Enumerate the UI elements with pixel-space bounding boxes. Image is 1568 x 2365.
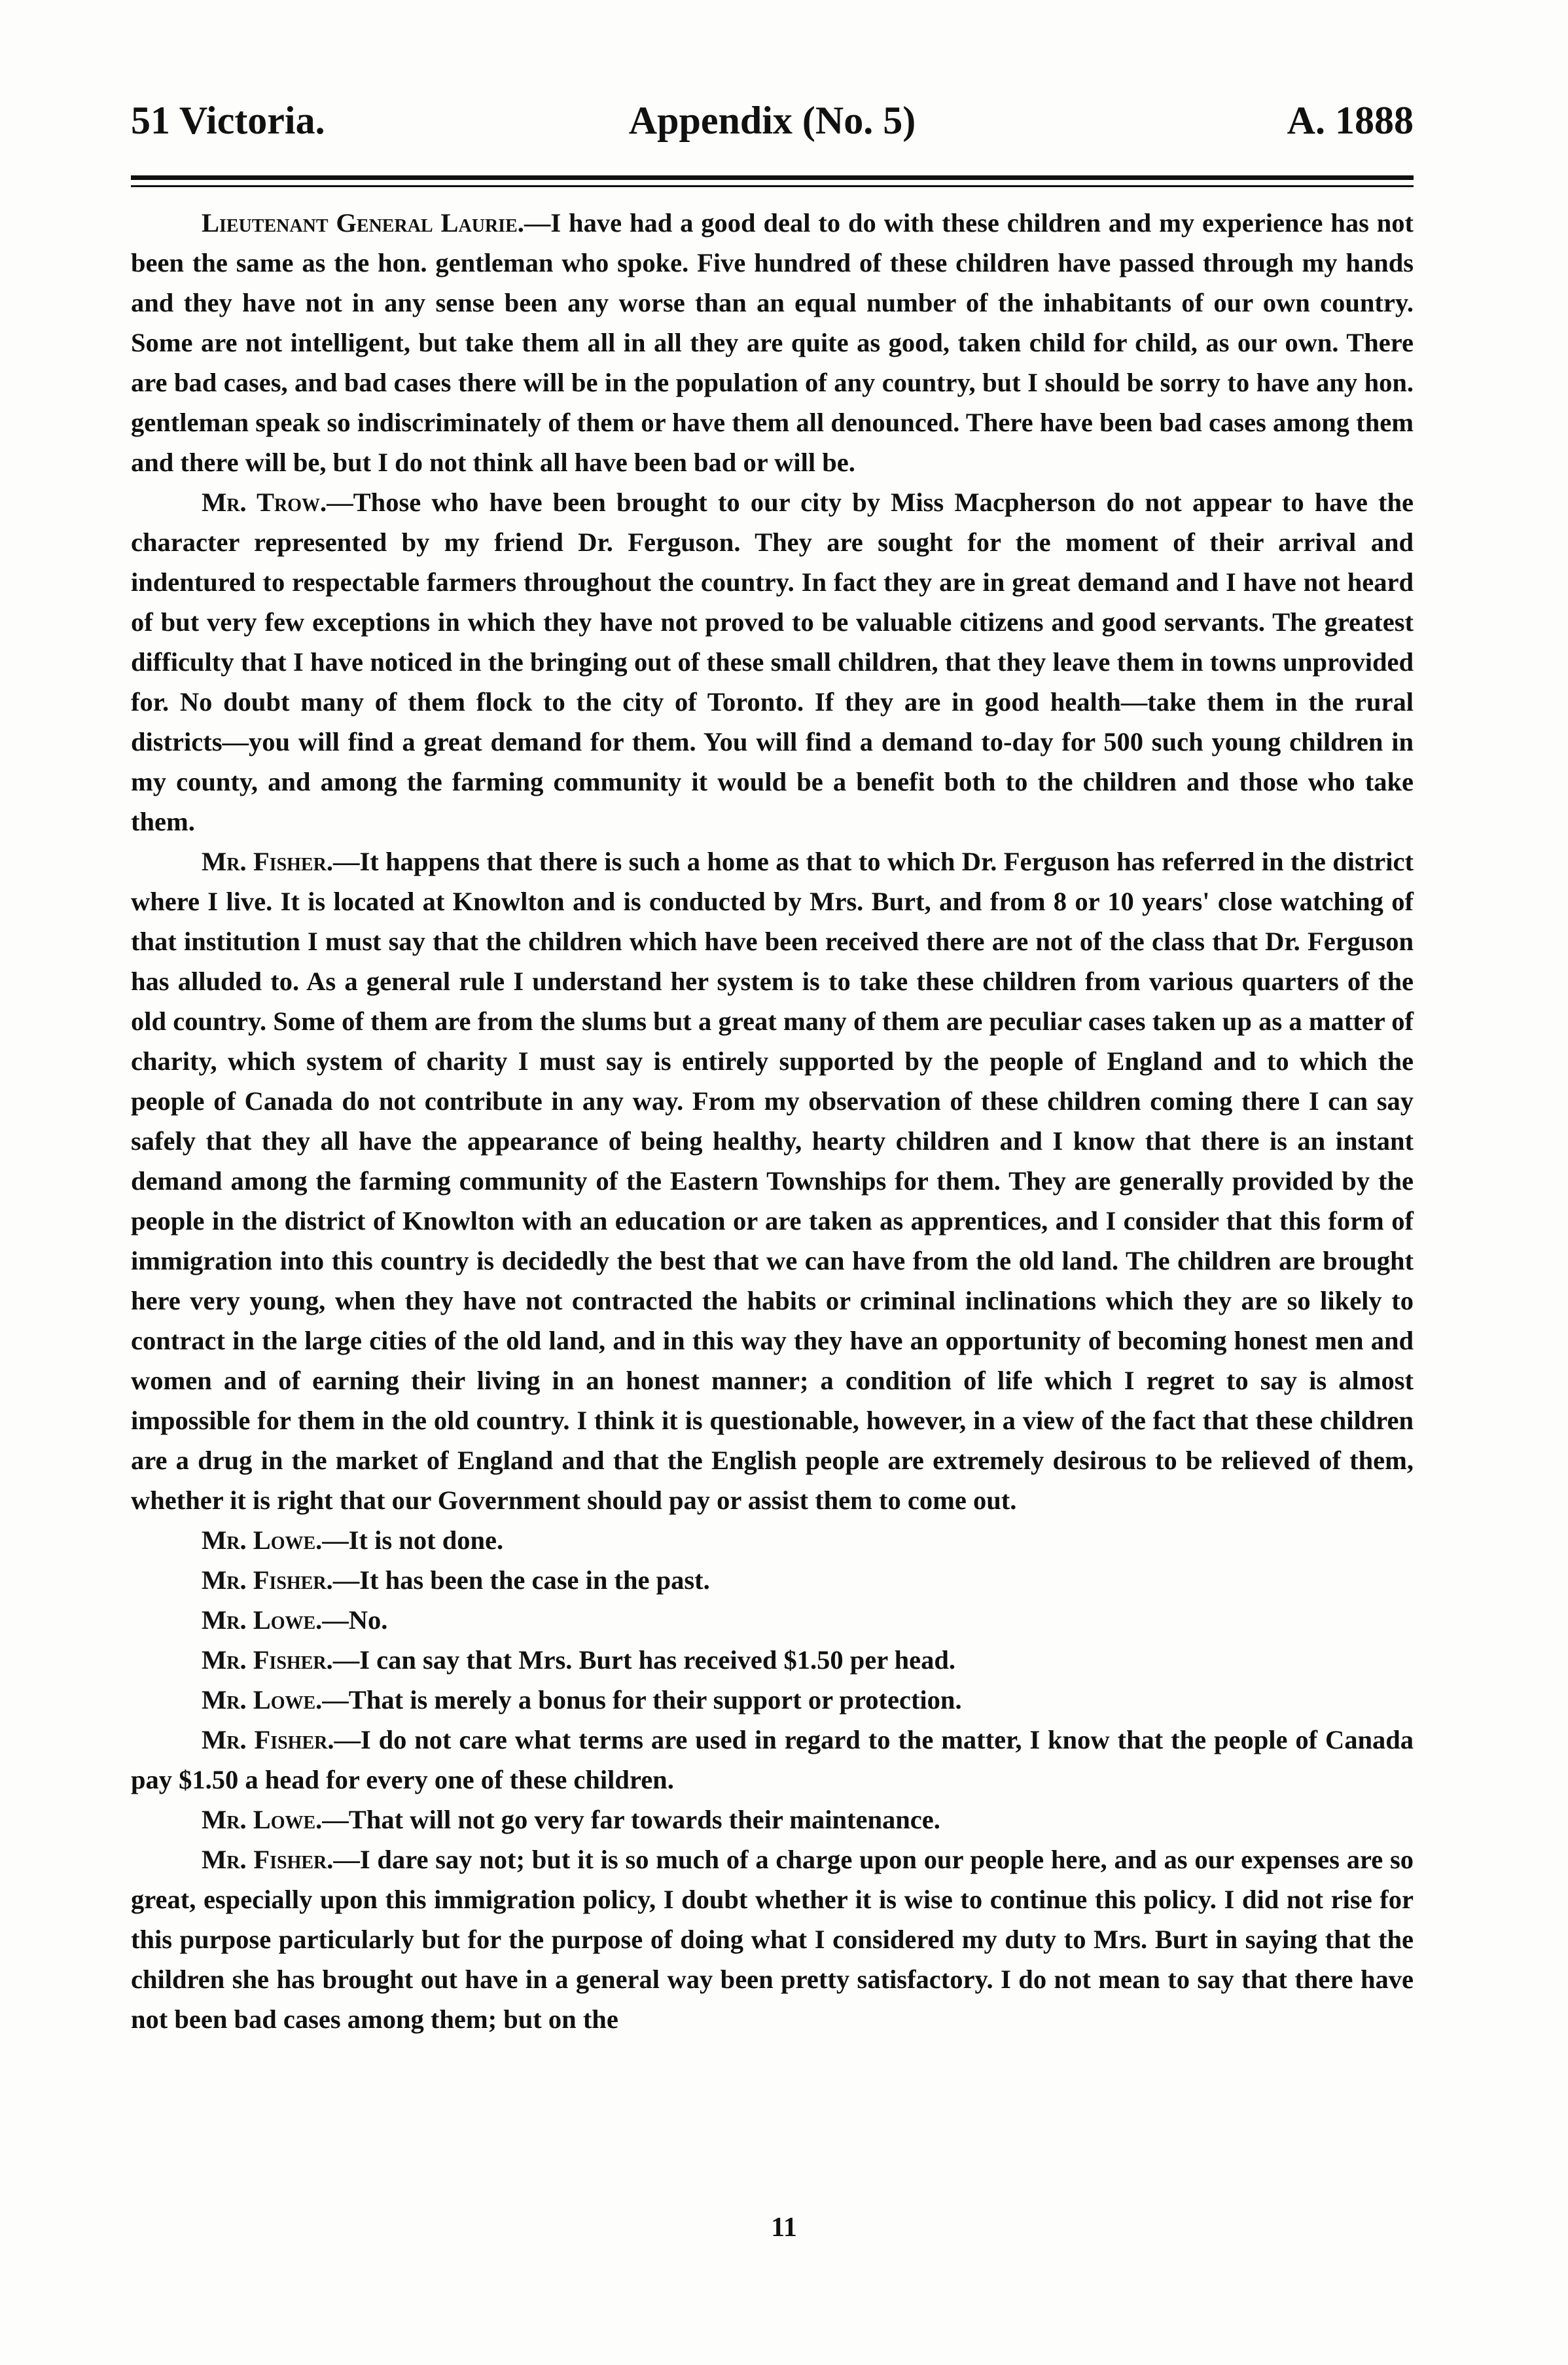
paragraph-text: —Those who have been brought to our city by Miss Macpherson do not appear to have the character represented by my friend Dr. Ferguson. They are sought for the moment of their arrival and indentured to respectable farmers throughout the country. In fact they are in great demand and I have not heard of but very few exceptions in which they have not proved to be valuable citizens and good servants. The greatest difficulty that I have noticed in the bringing out of these small children, that they leave them in towns unprovided for. No doubt many of them flock to the city of Toronto. If they are in good health—take them in the rural districts—you will find a great demand for them. You will find a demand to-day for 500 such young children in my county, and among the farming community it would be a benefit both to the children and those who take them. [131, 488, 1414, 836]
speaker-name: Mr. Lowe. [202, 1685, 323, 1715]
paragraph-text: —I dare say not; but it is so much of a charge upon our people here, and as our expenses are so great, especially upon this immigration policy, I doubt whether it is wise to continue this policy. I did not rise for this purpose particularly but for the purpose of doing what I considered my duty to Mrs. Burt in saying that the children she has brought out have in a general way been pretty satisfactory. I do not mean to say that there have not been bad cases among them; but on the [131, 1845, 1414, 2034]
paragraph-text: —That is merely a bonus for their support or protection. [322, 1685, 962, 1715]
paragraph-text: —I do not care what terms are used in regard to the matter, I know that the people of Canada pay $1.50 a head for every one of these children. [131, 1725, 1414, 1794]
header-appendix: Appendix (No. 5) [628, 99, 916, 142]
speaker-name: Mr. Fisher. [202, 1645, 333, 1675]
speaker-name: Lieutenant General Laurie. [202, 208, 524, 238]
paragraph-text: —I have had a good deal to do with these children and my experience has not been the same as the hon. gentleman who spoke. Five hundred of these children have passed through my hands and they have not in any sense been any worse than an equal number of the inhabitants of our own country. Some are not intelligent, but take them all in all they are quite as good, taken child for child, as our own. There are bad cases, and bad cases there will be in the population of any country, but I should be sorry to have any hon. gentleman speak so indiscriminately of them or have them all denounced. There have been bad cases among them and there will be, but I do not think all have been bad or will be. [131, 208, 1414, 477]
paragraph [131, 1720, 1414, 1800]
paragraph [131, 1840, 1414, 2039]
speaker-name: Mr. Lowe. [202, 1805, 323, 1834]
speaker-name: Mr. Fisher. [202, 1725, 334, 1754]
running-header [131, 92, 1414, 151]
paragraph [131, 482, 1414, 842]
paragraph [131, 1560, 1414, 1600]
paragraph-text: —I can say that Mrs. Burt has received $1.50 per head. [332, 1645, 956, 1675]
paragraph [131, 1520, 1414, 1560]
page-number: 11 [771, 2213, 797, 2243]
header-rule-thick [131, 175, 1414, 180]
paragraph [131, 1640, 1414, 1680]
paragraph [131, 1600, 1414, 1640]
speaker-name: Mr. Fisher. [202, 1845, 334, 1874]
paragraph [131, 203, 1414, 482]
speaker-name: Mr. Fisher. [202, 1565, 333, 1595]
header-rule-thin [131, 185, 1414, 187]
speaker-name: Mr. Lowe. [202, 1525, 323, 1555]
paragraph-text: —It happens that there is such a home as that to which Dr. Ferguson has referred in the district where I live. It is located at Knowlton and is conducted by Mrs. Burt, and from 8 or 10 years' close watching of that institution I must say that the children which have been received there are not of the class that Dr. Ferguson has alluded to. As a general rule I understand her system is to take these children from various quarters of the old country. Some of them are from the slums but a great many of them are peculiar cases taken up as a matter of charity, which system of charity I must say is entirely supported by the people of England and to which the people of Canada do not contribute in any way. From my observation of these children coming there I can say safely that they all have the appearance of being healthy, hearty children and I know that there is an instant demand among the farming community of the Eastern Townships for them. They are generally provided by the people in the district of Knowlton with an education or are taken as apprentices, and I consider that this form of immigration into this country is decidedly the best that we can have from the old land. The children are brought here very young, when they have not contracted the habits or criminal inclinations which they are so likely to contract in the large cities of the old land, and in this way they have an opportunity of becoming honest men and women and of earning their living in an honest manner; a condition of life which I regret to say is almost impossible for them in the old country. I think it is questionable, however, in a view of the fact that these children are a drug in the market of England and that the English people are extremely desirous to be relieved of them, whether it is right that our Government should pay or assist them to come out. [131, 847, 1414, 1515]
paragraph-text: —No. [322, 1605, 388, 1635]
paragraph [131, 1680, 1414, 1720]
paragraph-text: —It has been the case in the past. [332, 1565, 710, 1595]
speaker-name: Mr. Lowe. [202, 1605, 323, 1635]
speaker-name: Mr. Fisher. [202, 847, 333, 876]
paragraph-text: —It is not done. [322, 1525, 504, 1555]
body-text [131, 203, 1414, 2039]
header-session: 51 Victoria. [131, 99, 325, 142]
paragraph [131, 842, 1414, 1520]
paragraph [131, 1800, 1414, 1840]
header-year: A. 1888 [1287, 99, 1414, 142]
speaker-name: Mr. Trow. [202, 488, 327, 517]
paragraph-text: —That will not go very far towards their maintenance. [322, 1805, 940, 1834]
